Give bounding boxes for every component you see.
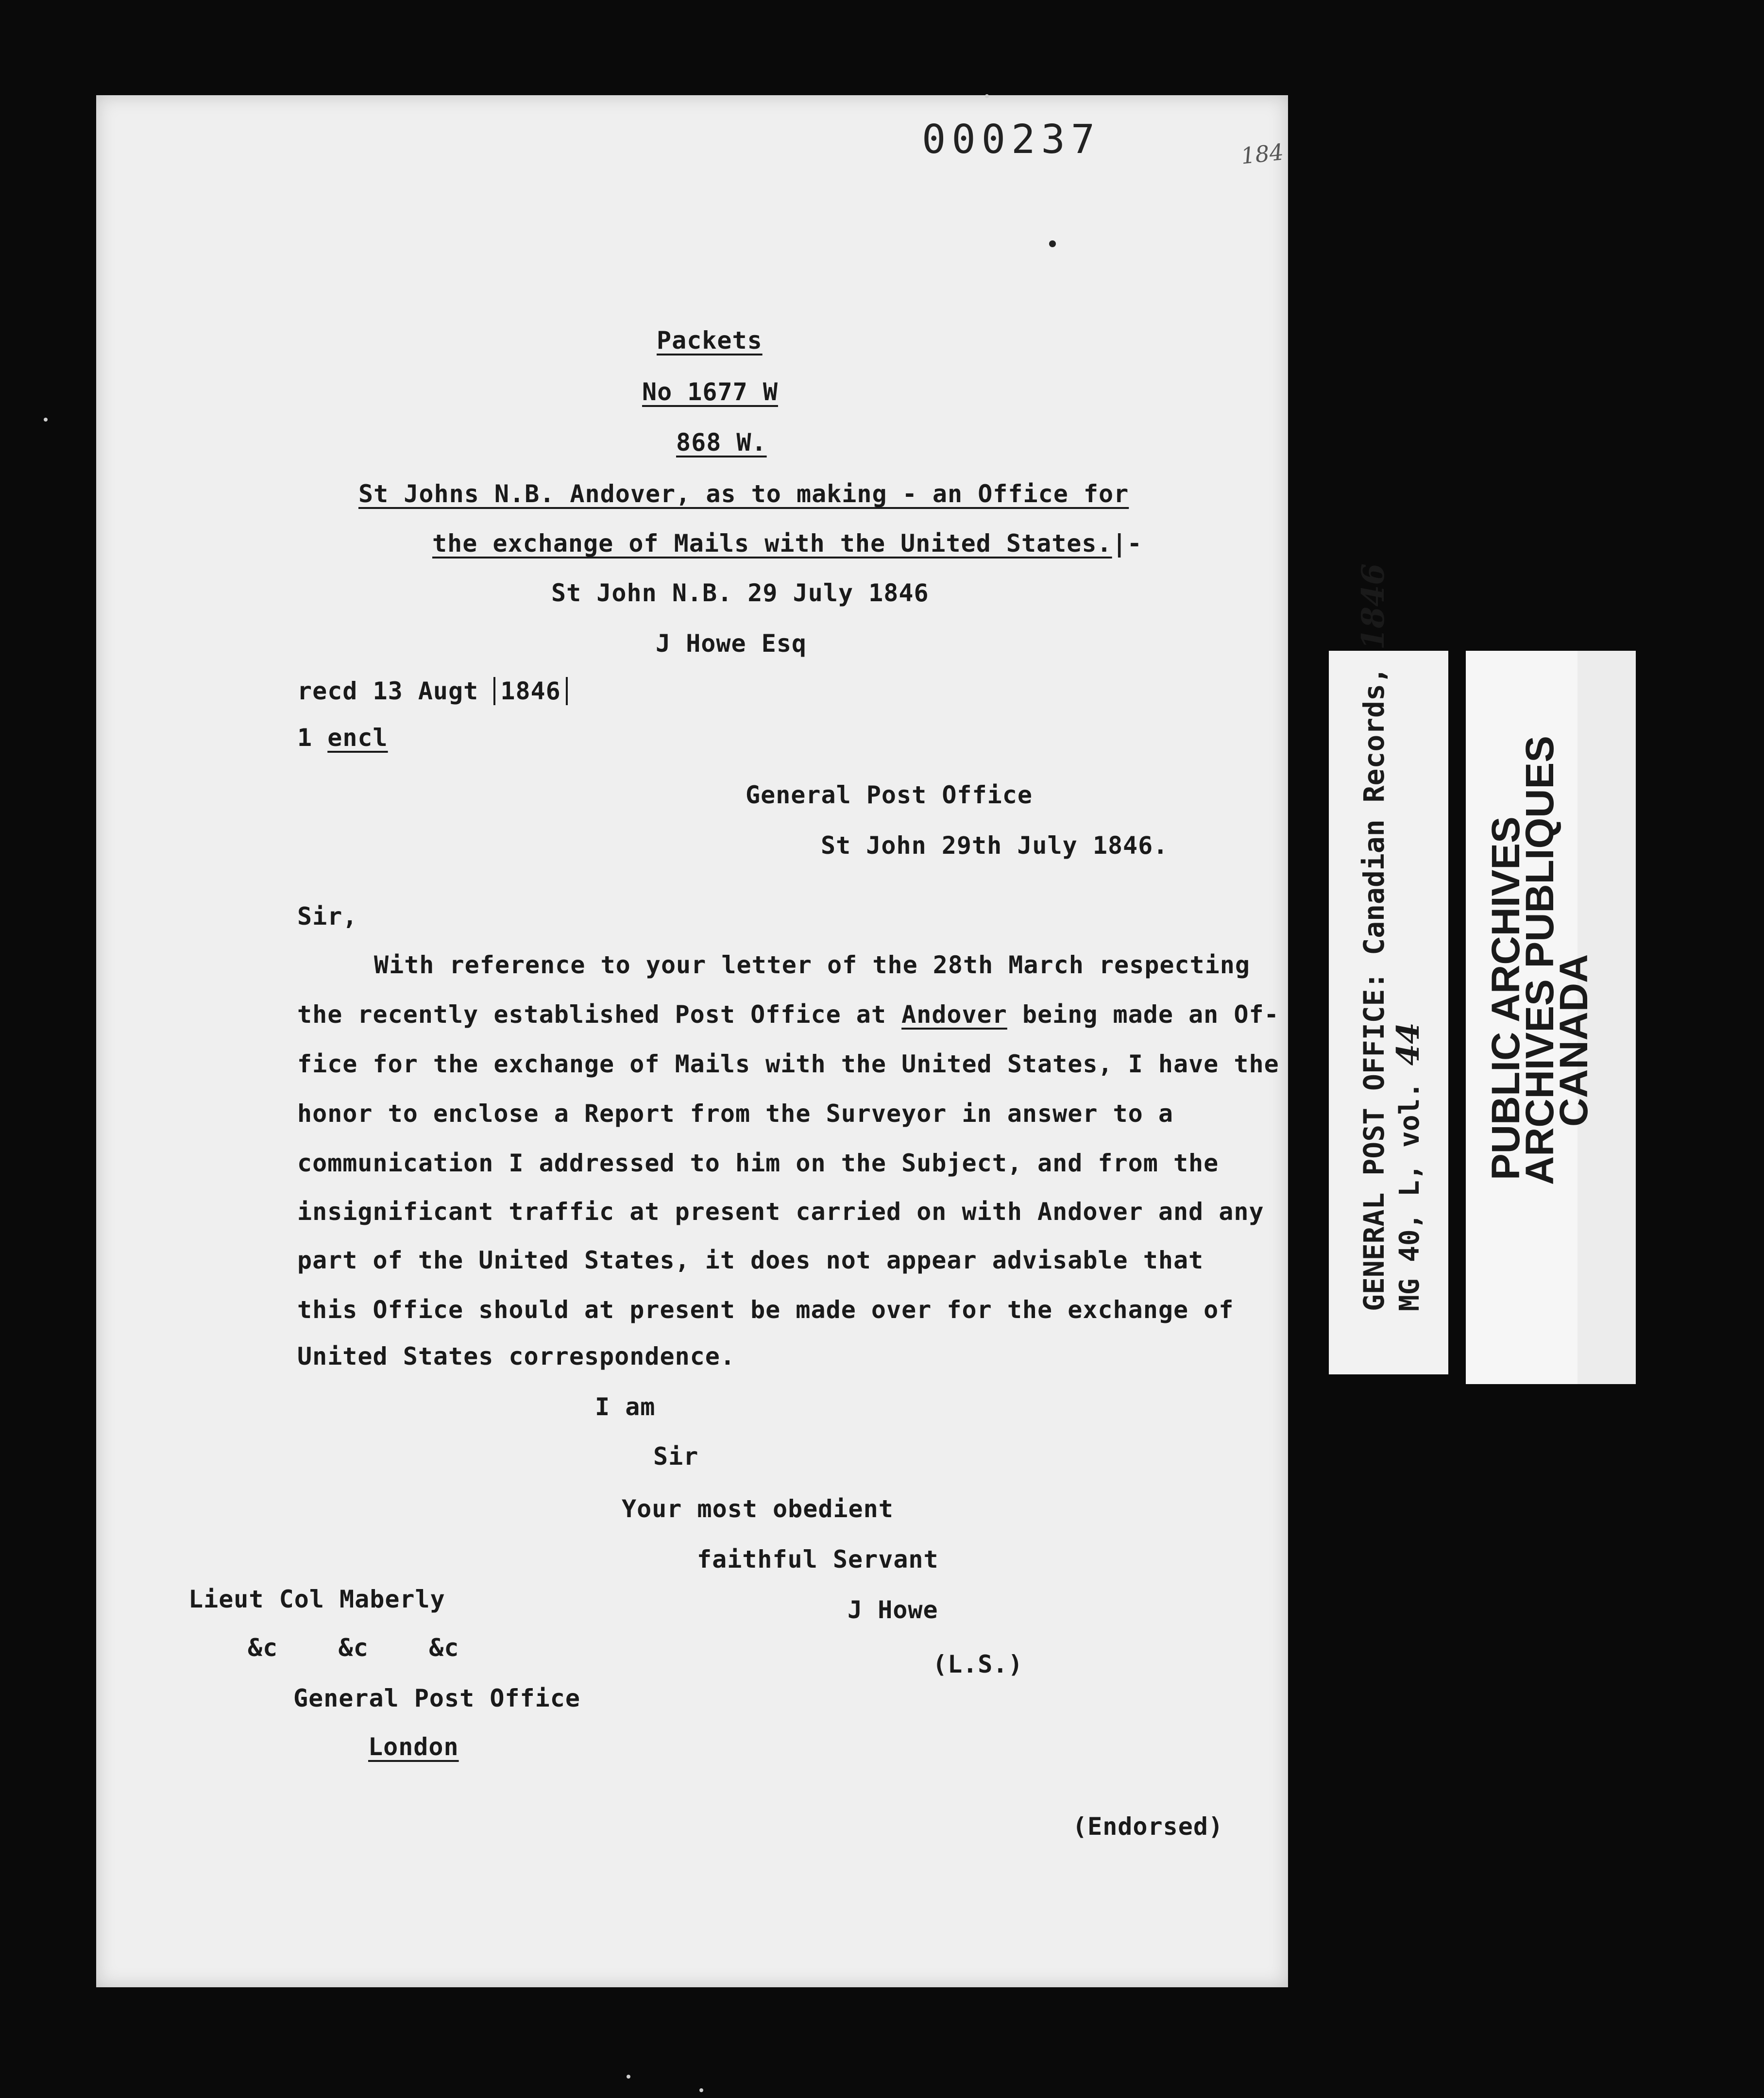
enclosure-line (297, 724, 388, 752)
body-line-7: part of the United States, it does not appear advisable that (297, 1246, 1204, 1274)
received-year: 1846 (493, 677, 567, 705)
signature: J Howe (848, 1596, 938, 1624)
title-line-1: St Johns N.B. Andover, as to making - an Office for (358, 480, 1129, 508)
body-line-9: United States correspondence. (297, 1342, 735, 1370)
body-line-6: insignificant traffic at present carried on with Andover and any (297, 1198, 1264, 1226)
archive-line-1-typed: GENERAL POST OFFICE: Canadian Records, (1357, 650, 1391, 1311)
film-speck (985, 94, 989, 98)
closing-line-1: I am (595, 1393, 656, 1421)
archive-line-2 (1390, 1022, 1426, 1311)
place-date: St John N.B. 29 July 1846 (551, 579, 929, 607)
title-mark: |- (1112, 529, 1142, 558)
reference-number-1: No 1677 W (642, 378, 778, 406)
enclosure-count: 1 (297, 724, 313, 752)
subject-heading: Packets (657, 326, 763, 355)
letterhead-office: General Post Office (746, 781, 1033, 809)
sender: J Howe Esq (656, 629, 807, 658)
body-line-2-start: the recently established Post Office at (297, 1000, 902, 1029)
archive-line-1-handwritten: 1846 (1355, 563, 1391, 650)
ink-speck (1049, 240, 1056, 247)
addressee-etc: &c &c &c (248, 1634, 459, 1662)
body-line-8: this Office should at present be made over for the exchange of (297, 1296, 1234, 1324)
body-line-5: communication I addressed to him on the Subject, and from the (297, 1149, 1219, 1177)
endorsed-note: (Endorsed) (1072, 1812, 1224, 1841)
page-number: 184 (1239, 138, 1285, 169)
archive-line-2-typed: MG 40, L, vol. (1394, 1066, 1425, 1311)
body-line-4: honor to enclose a Report from the Surveyor in answer to a (297, 1100, 1173, 1128)
addressee-name: Lieut Col Maberly (188, 1585, 445, 1613)
seal-mark: (L.S.) (933, 1650, 1023, 1678)
archive-line-2-handwritten: 44 (1390, 1022, 1426, 1066)
film-speck (627, 2075, 630, 2079)
addressee-office: General Post Office (293, 1684, 580, 1712)
closing-line-3: Your most obedient (622, 1495, 894, 1523)
salutation: Sir, (297, 902, 358, 931)
archive-country: CANADA (1552, 954, 1596, 1127)
body-line-1: With reference to your letter of the 28th March respecting (374, 951, 1250, 979)
stamp-number: 000237 (922, 117, 1101, 163)
reference-number-2: 868 W. (676, 428, 767, 457)
film-speck (699, 2088, 703, 2092)
addressee-city: London (368, 1733, 459, 1761)
place-andover: Andover (901, 1000, 1007, 1029)
received-line (297, 677, 568, 705)
title-line-2: the exchange of Mails with the United States. (432, 529, 1112, 558)
archive-name-english: PUBLIC ARCHIVES (1484, 816, 1528, 1180)
archive-line-1 (1355, 563, 1391, 1311)
letterhead-date: St John 29th July 1846. (821, 831, 1169, 860)
body-line-2-end: being made an Of- (1007, 1000, 1279, 1029)
film-speck (44, 418, 48, 422)
body-line-2 (297, 1000, 1279, 1029)
body-line-3: fice for the exchange of Mails with the United States, I have the (297, 1050, 1279, 1078)
archive-name-french: ARCHIVES PUBLIQUES (1518, 736, 1562, 1185)
closing-line-2: Sir (653, 1442, 699, 1471)
received-prefix: recd 13 Augt (297, 677, 479, 705)
closing-line-4: faithful Servant (697, 1545, 939, 1574)
enclosure-label: encl (327, 724, 388, 752)
